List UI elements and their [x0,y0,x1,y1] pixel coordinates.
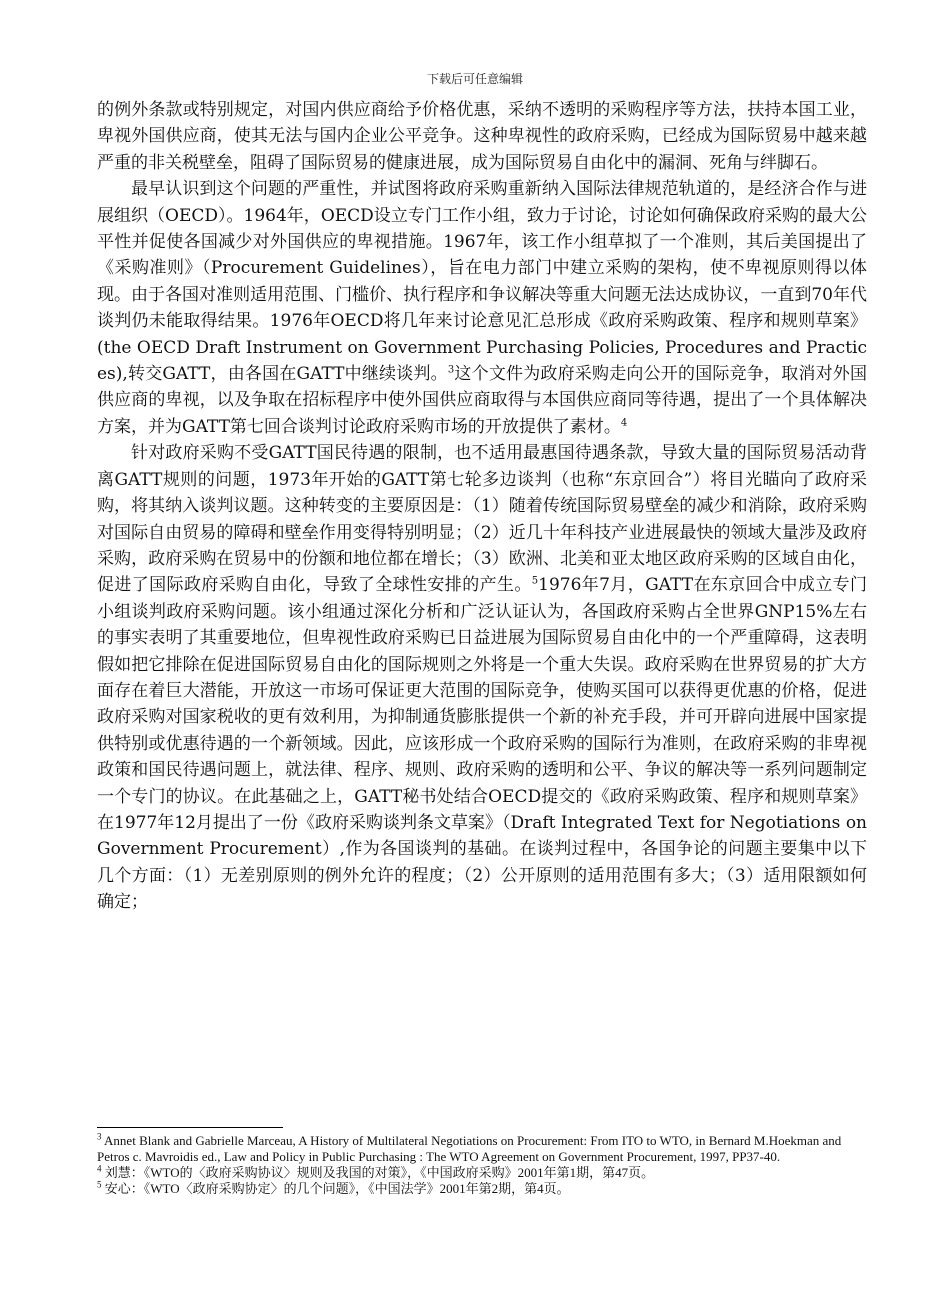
paragraph-3 [97,440,867,915]
paragraph-text: 1976年7月，GATT在东京回合中成立专门小组谈判政府采购问题。该小组通过深化分析和广泛认证认为，各国政府采购占全世界GNP15%左右的事实表明了其重要地位，但卑视性政府采购已日益进展为国际贸易自由化中的一个严重障碍，这表明假如把它排除在促进国际贸易自由化的国际规则之外将是一个重大失误。政府采购在世界贸易的扩大方面存在着巨大潜能，开放这一市场可保证更大范围的国际竞争，使购买国可以获得更优惠的价格，促进政府采购对国家税收的更有效利用，为抑制通货膨胀提供一个新的补充手段，并可开辟向进展中国家提供特别或优惠待遇的一个新领域。因此，应该形成一个政府采购的国际行为准则，在政府采购的非卑视政策和国民待遇问题上，就法律、程序、规则、政府采购的透明和公平、争议的解决等一系列问题制定一个专门的协议。在此基础之上，GATT秘书处结合OECD提交的《政府采购政策、程序和规则草案》在1977年12月提出了一份《政府采购谈判条文草案》（Draft Integrated Text for Negotiations on Government Procurement）,作为各国谈判的基础。在谈判过程中，各国争论的问题主要集中以下几个方面：（1）无差别原则的例外允许的程度；（2）公开原则的适用范围有多大；（3）适用限额如何确定； [97,575,867,913]
paragraph-text: 的例外条款或特别规定，对国内供应商给予价格优惠，采纳不透明的采购程序等方法，扶持本国工业，卑视外国供应商，使其无法与国内企业公平竞争。这种卑视性的政府采购，已经成为国际贸易中越来越严重的非关税壁垒，阻碍了国际贸易的健康进展，成为国际贸易自由化中的漏洞、死角与绊脚石。 [97,100,867,173]
footnote-number: 3 [97,1131,102,1142]
footnote-3 [97,1133,867,1165]
footnote-4 [97,1165,867,1181]
paragraph-1 [97,97,867,176]
footnote-text: Annet Blank and Gabrielle Marceau, A History of Multilateral Negotiations on Procurement: From ITO to WTO, in Bernard M.Hoekman and Petros c. Mavroidis ed., Law and Policy in Public Purchasing : The WTO Agreement on Government Procurement, 1997, PP37-40. [97,1133,842,1164]
footnote-ref-4[interactable]: 4 [620,417,628,429]
footnote-5 [97,1181,867,1197]
footnote-number: 4 [97,1163,102,1174]
paragraph-text: 针对政府采购不受GATT国民待遇的限制，也不适用最惠国待遇条款，导致大量的国际贸易活动背离GATT规则的问题，1973年开始的GATT第七轮多边谈判（也称“东京回合”）将目光瞄向了政府采购，将其纳入谈判议题。这种转变的主要原因是：（1）随着传统国际贸易壁垒的减少和消除，政府采购对国际自由贸易的障碍和壁垒作用变得特别明显；（2）近几十年科技产业进展最快的领域大量涉及政府采购，政府采购在贸易中的份额和地位都在增长；（3）欧洲、北美和亚太地区政府采购的区域自由化，促进了国际政府采购自由化，导致了全球性安排的产生。 [97,443,867,596]
paragraph-2 [97,176,867,440]
footnote-text: 安心：《WTO〈政府采购协定〉的几个问题》，《中国法学》2001年第2期，第4页。 [104,1181,570,1196]
page-header: 下载后可任意编辑 [426,72,523,86]
footnotes [97,1133,867,1197]
footnote-ref-5[interactable]: 5 [531,575,539,587]
footnote-number: 5 [97,1179,102,1190]
footnote-separator [97,1127,283,1128]
footnote-ref-3[interactable]: 3 [447,364,455,376]
footnote-text: 刘慧：《WTO的〈政府采购协议〉规则及我国的对策》，《中国政府采购》2001年第1期，第47页。 [104,1165,655,1180]
document-body [97,97,867,916]
paragraph-text: 这个文件为政府采购走向公开的国际竞争，取消对外国供应商的卑视，以及争取在招标程序中使外国供应商取得与本国供应商同等待遇，提出了一个具体解决方案，并为GATT第七回合谈判讨论政府采购市场的开放提供了素材。 [97,364,867,437]
paragraph-text: 最早认识到这个问题的严重性，并试图将政府采购重新纳入国际法律规范轨道的，是经济合作与进展组织（OECD）。1964年，OECD设立专门工作小组，致力于讨论，讨论如何确保政府采购的最大公平性并促使各国减少对外国供应的卑视措施。1967年，该工作小组草拟了一个准则，其后美国提出了《采购准则》（Procurement Guidelines），旨在电力部门中建立采购的架构，使不卑视原则得以体现。由于各国对准则适用范围、门槛价、执行程序和争议解决等重大问题无法达成协议，一直到70年代谈判仍未能取得结果。1976年OECD将几年来讨论意见汇总形成《政府采购政策、程序和规则草案》(the OECD Draft Instrument on Government Purchasing Policies, Procedures and Practices),转交GATT，由各国在GATT中继续谈判。 [97,179,867,385]
